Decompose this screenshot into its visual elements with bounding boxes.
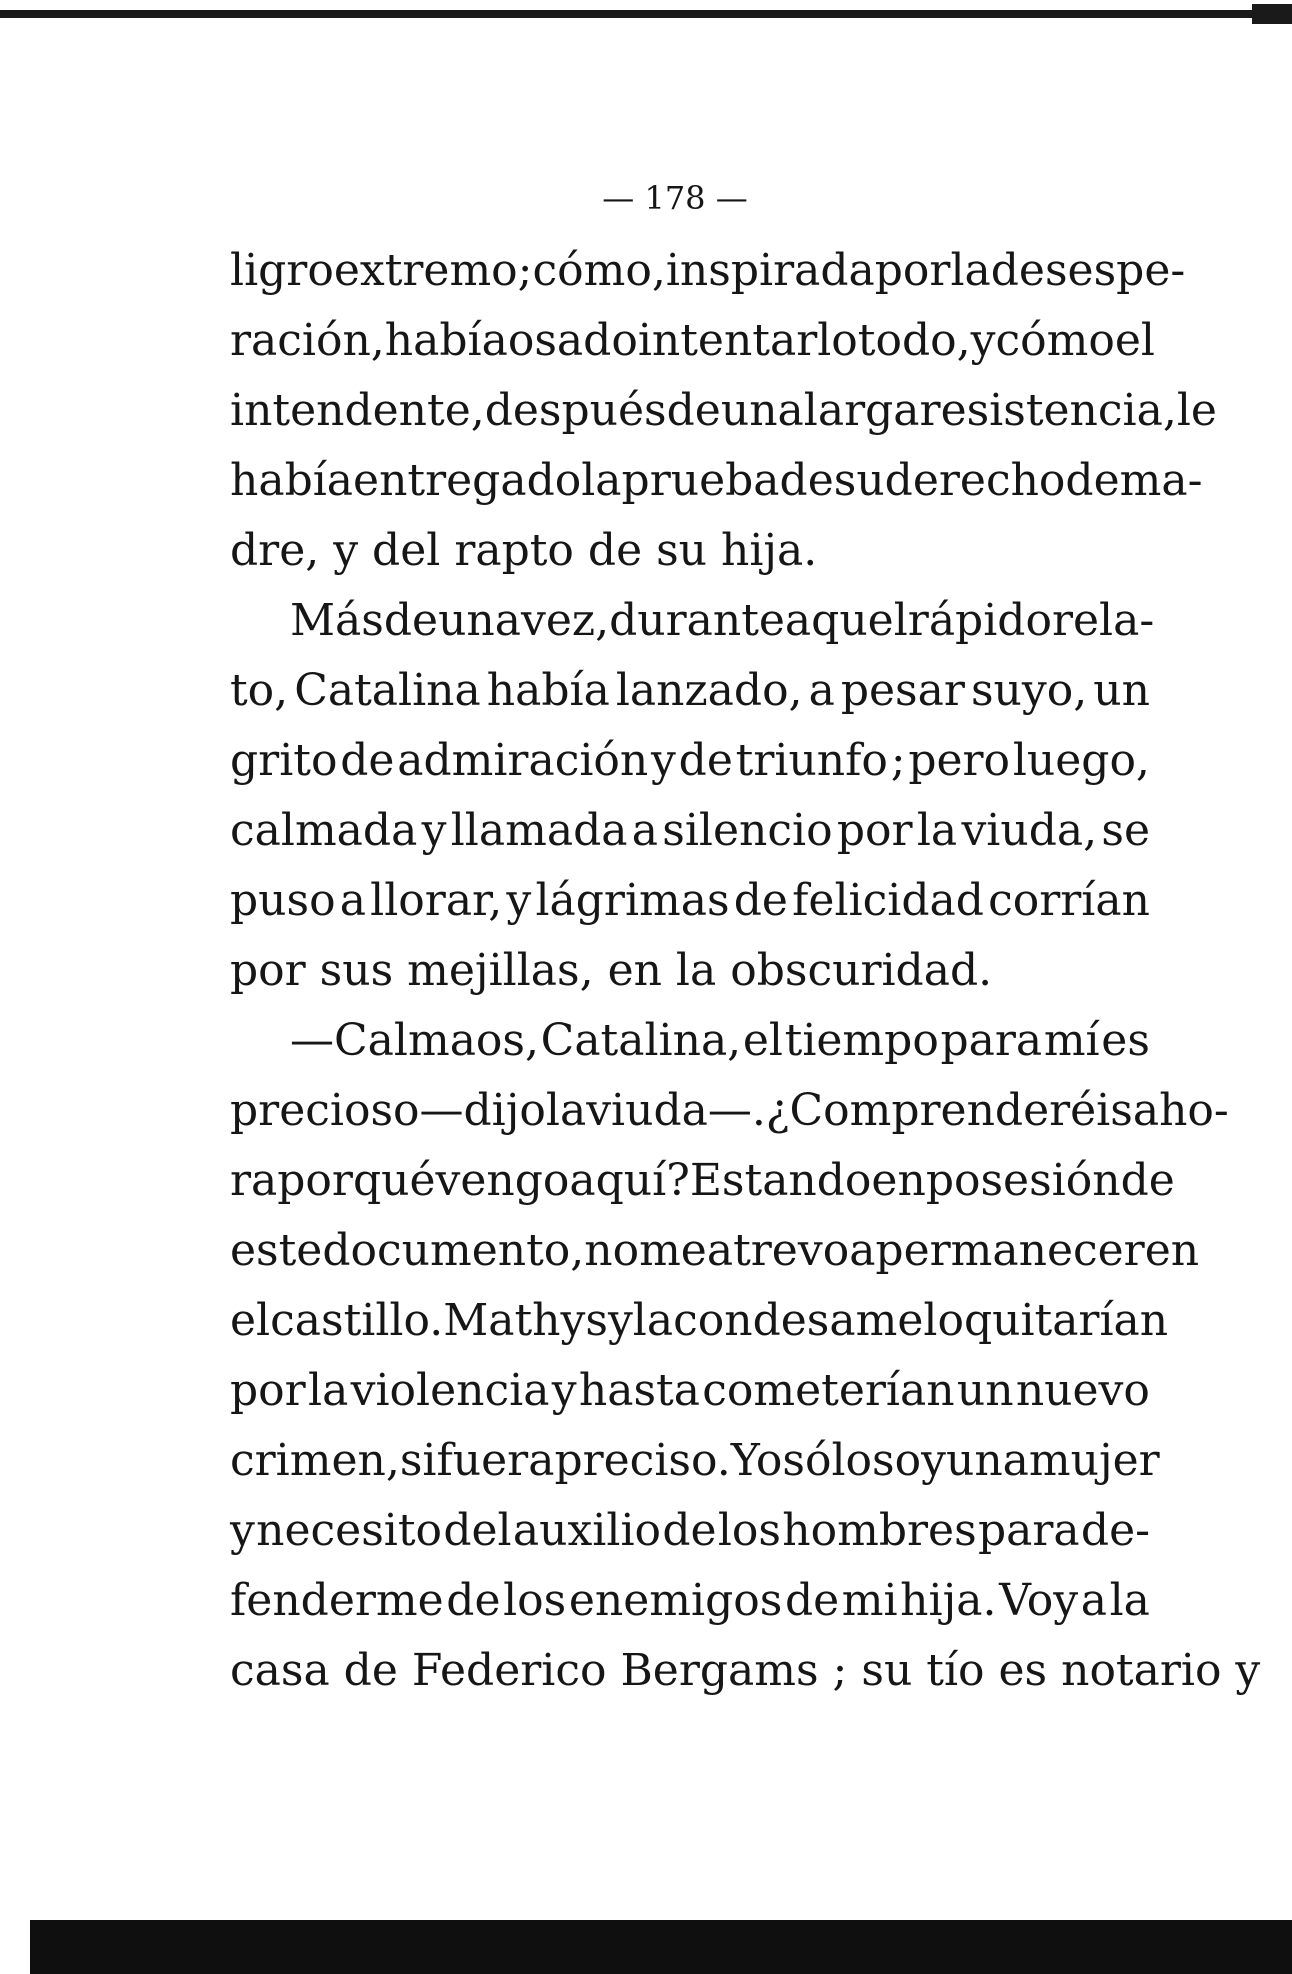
text-line: intendente, después de una larga resistencia, le: [230, 385, 1217, 436]
bottom-border-band: [30, 1920, 1292, 1974]
text-line: grito de admiración y de triunfo ; pero luego,: [230, 735, 1150, 786]
top-border-rule: [0, 10, 1292, 18]
text-line: to, Catalina había lanzado, a pesar suyo, un: [230, 665, 1150, 716]
text-line: y necesito del auxilio de los hombres para de-: [230, 1505, 1150, 1556]
text-line: fenderme de los enemigos de mi hija. Voy a la: [230, 1575, 1150, 1626]
text-line: por la violencia y hasta cometerían un nuevo: [230, 1365, 1150, 1416]
text-line: precioso — dijo la viuda—. ¿Comprenderéis aho-: [230, 1085, 1229, 1136]
text-line: dre, y del rapto de su hija.: [230, 525, 818, 576]
top-border-mark: [1252, 4, 1292, 24]
text-line: ligro extremo ; cómo, inspirada por la desespe-: [230, 245, 1186, 296]
text-line: calmada y llamada a silencio por la viuda, se: [230, 805, 1150, 856]
text-line: había entregado la prueba de su derecho de ma-: [230, 455, 1203, 506]
text-line: el castillo. Mathys y la condesa me lo quitarían: [230, 1295, 1169, 1346]
text-line: casa de Federico Bergams ; su tío es notario y: [230, 1645, 1261, 1696]
text-line: puso a llorar, y lágrimas de felicidad corrían: [230, 875, 1150, 926]
text-line: Más de una vez, durante aquel rápido rela-: [290, 595, 1155, 646]
text-line: por sus mejillas, en la obscuridad.: [230, 945, 993, 996]
text-line: este documento, no me atrevo a permanecer en: [230, 1225, 1200, 1276]
page-number: — 178 —: [602, 179, 748, 217]
body-text: [230, 236, 1261, 1706]
text-line: ra por qué vengo aquí? Estando en posesión de: [230, 1155, 1175, 1206]
text-line: ración, había osado intentarlo todo, y cómo el: [230, 315, 1155, 366]
text-line: —Calmaos, Catalina, el tiempo para mí es: [290, 1015, 1150, 1066]
text-line: crimen, si fuera preciso. Yo sólo soy una mujer: [230, 1435, 1160, 1486]
